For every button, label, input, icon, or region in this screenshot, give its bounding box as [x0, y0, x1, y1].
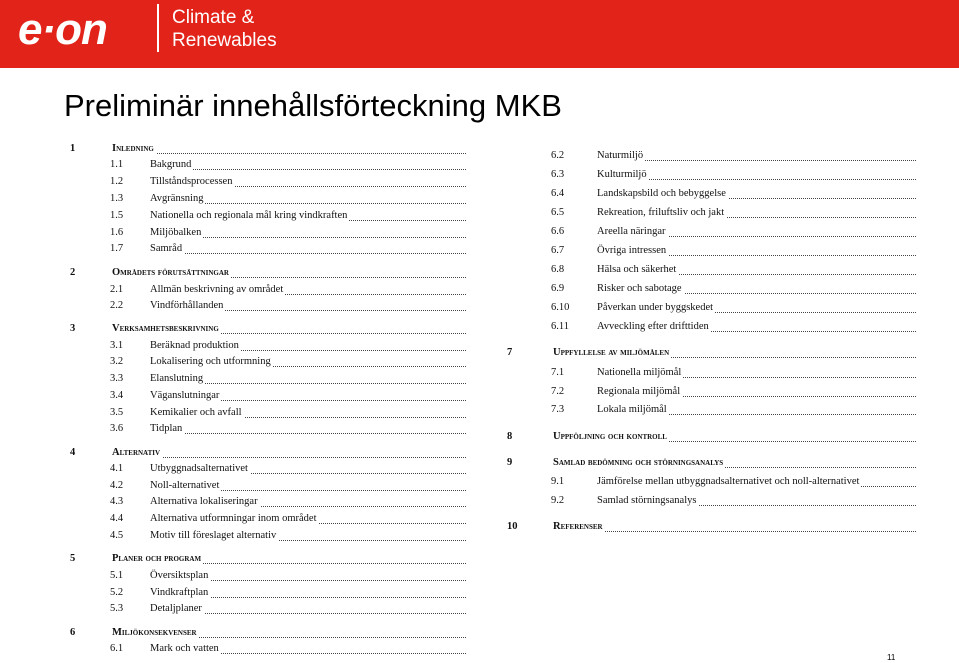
toc-label: Verksamhetsbeskrivning: [112, 323, 219, 334]
toc-number: 10: [507, 521, 518, 532]
toc-number: 1.7: [110, 243, 124, 254]
toc-label: Alternativa utformningar inom området: [150, 513, 317, 524]
toc-number: 3.5: [110, 407, 124, 418]
toc-number: 4.2: [110, 480, 124, 491]
toc-chapter: [507, 521, 916, 538]
toc-chapter: [70, 553, 466, 570]
toc-label: Uppfyllelse av miljömålen: [553, 347, 670, 358]
toc-label: Samlad bedömning och störningsanalys: [553, 457, 724, 468]
toc-entry: [70, 480, 466, 497]
toc-label: Detaljplaner: [150, 603, 202, 614]
toc-chapter: [70, 323, 466, 340]
toc-number: 8: [507, 431, 513, 442]
toc-number: 7.2: [551, 386, 565, 397]
toc-number: 6.10: [551, 302, 570, 313]
toc-number: 3.6: [110, 423, 124, 434]
toc-label: Planer och program: [112, 553, 202, 564]
toc-entry: [70, 373, 466, 390]
toc-number: 5: [70, 553, 76, 564]
toc-number: 9: [507, 457, 513, 468]
toc-number: 4.4: [110, 513, 124, 524]
toc-label: Områdets förutsättningar: [112, 267, 229, 278]
toc-number: 6: [70, 627, 76, 638]
toc-entry: [70, 423, 466, 440]
toc-entry: [507, 264, 916, 281]
toc-number: 6.4: [551, 188, 565, 199]
toc-leader-dots: [150, 253, 466, 254]
toc-label: Noll-alternativet: [150, 480, 220, 491]
toc-number: 6.1: [110, 643, 124, 654]
toc-number: 9.1: [551, 476, 565, 487]
toc-number: 3.4: [110, 390, 124, 401]
toc-label: Utbyggnadsalternativet: [150, 463, 248, 474]
toc-number: 6.6: [551, 226, 565, 237]
toc-number: 6.8: [551, 264, 565, 275]
header-bar: [0, 0, 959, 68]
toc-label: Bakgrund: [150, 159, 192, 170]
toc-label: Risker och sabotage: [597, 283, 682, 294]
toc-number: 4.1: [110, 463, 124, 474]
toc-entry: [70, 530, 466, 547]
toc-entry: [507, 476, 916, 493]
toc-label: Motiv till föreslaget alternativ: [150, 530, 277, 541]
toc-number: 1.1: [110, 159, 124, 170]
toc-entry: [507, 321, 916, 338]
toc-label: Mark och vatten: [150, 643, 219, 654]
toc-number: 1.3: [110, 193, 124, 204]
toc-entry: [507, 245, 916, 262]
toc-number: 2.1: [110, 284, 124, 295]
eon-logo: e·on: [18, 5, 107, 54]
toc-number: 7.1: [551, 367, 565, 378]
toc-label: Vindkraftplan: [150, 587, 209, 598]
toc-number: 3.2: [110, 356, 124, 367]
toc-label: Tillståndsprocessen: [150, 176, 233, 187]
toc-label: Rekreation, friluftsliv och jakt: [597, 207, 725, 218]
toc-label: Hälsa och säkerhet: [597, 264, 677, 275]
toc-label: Allmän beskrivning av området: [150, 284, 284, 295]
toc-chapter: [507, 431, 916, 448]
toc-label: Avveckling efter drifttiden: [597, 321, 709, 332]
toc-label: Tidplan: [150, 423, 183, 434]
toc-entry: [70, 159, 466, 176]
toc-label: Samlad störningsanalys: [597, 495, 697, 506]
toc-entry: [70, 407, 466, 424]
toc-number: 6.11: [551, 321, 569, 332]
toc-chapter: [70, 143, 466, 160]
toc-number: 4.3: [110, 496, 124, 507]
toc-entry: [507, 367, 916, 384]
toc-entry: [507, 302, 916, 319]
toc-entry: [507, 188, 916, 205]
toc-number: 6.3: [551, 169, 565, 180]
toc-chapter: [70, 447, 466, 464]
toc-label: Avgränsning: [150, 193, 204, 204]
toc-label: Naturmiljö: [597, 150, 644, 161]
toc-label: Nationella miljömål: [597, 367, 682, 378]
toc-label: Kemikalier och avfall: [150, 407, 242, 418]
toc-label: Beräknad produktion: [150, 340, 239, 351]
toc-label: Väganslutningar: [150, 390, 220, 401]
toc-label: Regionala miljömål: [597, 386, 681, 397]
toc-leader-dots: [112, 457, 466, 458]
toc-entry: [507, 169, 916, 186]
toc-entry: [70, 243, 466, 260]
toc-entry: [70, 284, 466, 301]
toc-label: Miljöbalken: [150, 227, 202, 238]
toc-number: 2.2: [110, 300, 124, 311]
brand-line-1: Climate &: [172, 7, 255, 28]
toc-entry: [70, 643, 466, 660]
toc-label: Alternativ: [112, 447, 161, 458]
toc-entry: [507, 386, 916, 403]
toc-label: Samråd: [150, 243, 183, 254]
toc-entry: [70, 356, 466, 373]
toc-label: Referenser: [553, 521, 603, 532]
toc-number: 6.2: [551, 150, 565, 161]
toc-entry: [70, 570, 466, 587]
toc-number: 3: [70, 323, 76, 334]
toc-label: Kulturmiljö: [597, 169, 647, 180]
toc-number: 7: [507, 347, 513, 358]
toc-number: 9.2: [551, 495, 565, 506]
page-title: Preliminär innehållsförteckning MKB: [64, 88, 562, 123]
page-number: 11: [887, 653, 896, 662]
brand-line-2: Renewables: [172, 30, 277, 51]
toc-entry: [70, 210, 466, 227]
toc-number: 3.3: [110, 373, 124, 384]
toc-label: Miljökonsekvenser: [112, 627, 197, 638]
toc-label: Areella näringar: [597, 226, 666, 237]
toc-chapter: [70, 267, 466, 284]
toc-entry: [70, 463, 466, 480]
toc-entry: [70, 340, 466, 357]
toc-entry: [70, 513, 466, 530]
toc-entry: [507, 404, 916, 421]
toc-number: 1.6: [110, 227, 124, 238]
toc-chapter: [70, 627, 466, 644]
toc-entry: [507, 207, 916, 224]
toc-leader-dots: [150, 169, 466, 170]
toc-leader-dots: [112, 153, 466, 154]
toc-chapter: [507, 347, 916, 364]
toc-number: 3.1: [110, 340, 124, 351]
toc-number: 6.7: [551, 245, 565, 256]
toc-entry: [507, 495, 916, 512]
toc-number: 2: [70, 267, 76, 278]
toc-entry: [70, 227, 466, 244]
toc-label: Jämförelse mellan utbyggnadsalternativet och noll-alternativet: [597, 476, 860, 487]
toc-chapter: [507, 457, 916, 474]
toc-number: 4.5: [110, 530, 124, 541]
toc-entry: [507, 226, 916, 243]
toc-label: Landskapsbild och bebyggelse: [597, 188, 726, 199]
toc-label: Nationella och regionala mål kring vindkraften: [150, 210, 348, 221]
toc-entry: [507, 150, 916, 167]
toc-number: 7.3: [551, 404, 565, 415]
toc-entry: [70, 496, 466, 513]
toc-number: 5.1: [110, 570, 124, 581]
toc-label: Översiktsplan: [150, 570, 209, 581]
toc-entry: [507, 283, 916, 300]
toc-entry: [70, 176, 466, 193]
logo-divider: [157, 4, 159, 52]
toc-label: Övriga intressen: [597, 245, 667, 256]
toc-entry: [70, 300, 466, 317]
toc-number: 5.3: [110, 603, 124, 614]
toc-label: Elanslutning: [150, 373, 204, 384]
toc-entry: [70, 390, 466, 407]
toc-entry: [70, 587, 466, 604]
toc-number: 6.9: [551, 283, 565, 294]
toc-label: Inledning: [112, 143, 154, 154]
toc-label: Alternativa lokaliseringar: [150, 496, 258, 507]
toc-number: 1.5: [110, 210, 124, 221]
toc-entry: [70, 193, 466, 210]
toc-number: 4: [70, 447, 76, 458]
toc-leader-dots: [150, 433, 466, 434]
toc-number: 5.2: [110, 587, 124, 598]
toc-label: Lokalisering och utformning: [150, 356, 271, 367]
toc-number: 6.5: [551, 207, 565, 218]
toc-leader-dots: [553, 531, 916, 532]
toc-label: Påverkan under byggskedet: [597, 302, 714, 313]
toc-label: Uppföljning och kontroll: [553, 431, 667, 442]
brand-subtitle: [172, 6, 277, 52]
toc-label: Vindförhållanden: [150, 300, 224, 311]
toc-entry: [70, 603, 466, 620]
toc-label: Lokala miljömål: [597, 404, 667, 415]
toc-number: 1.2: [110, 176, 124, 187]
toc-number: 1: [70, 143, 76, 154]
